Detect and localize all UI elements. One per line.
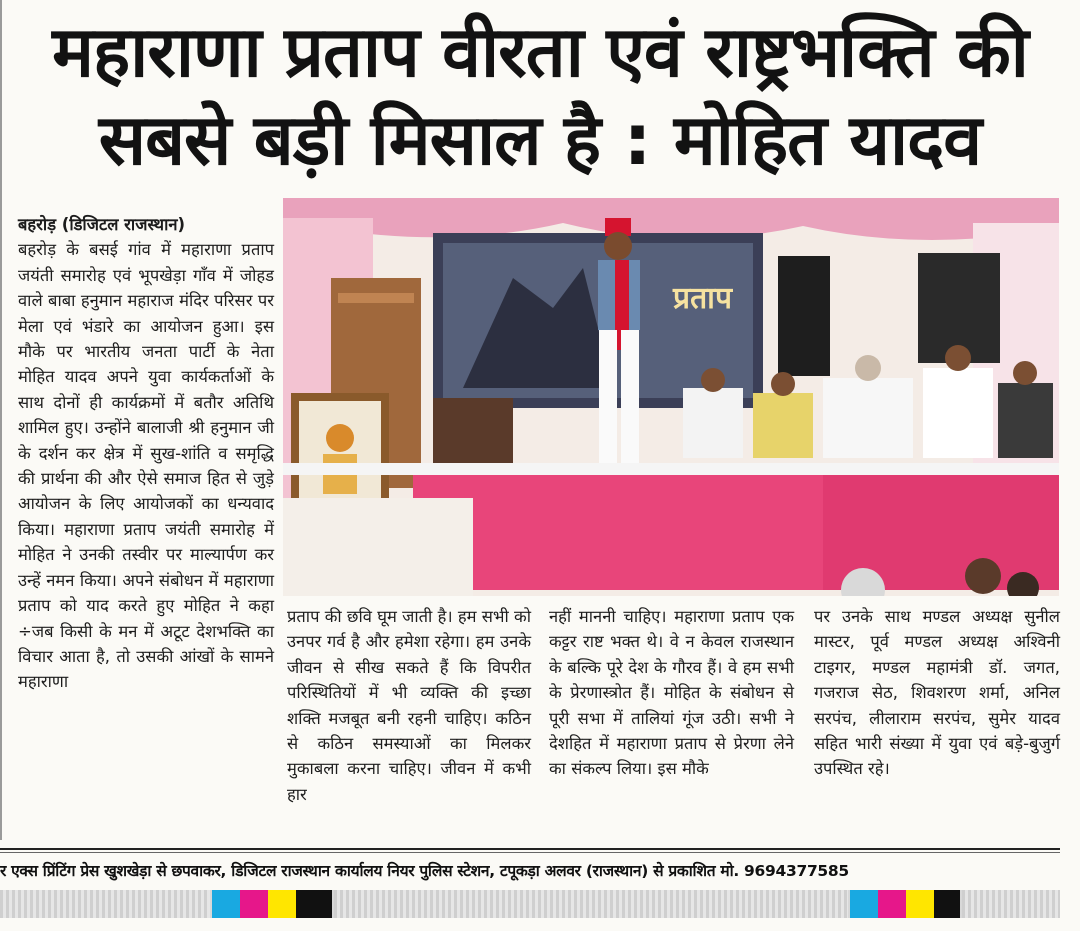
headline-line-2: सबसे बड़ी मिसाल है : मोहित यादव [98, 99, 982, 181]
article-column-2: प्रताप की छवि घूम जाती है। हम सभी को उनपर गर्व है और हमेशा रहेगा। हम उनके जीवन से सीख सकते हैं कि विपरीत परिस्थितियों में भी व्यक्ति की इच्छा शक्ति मजबूत बनी रहनी चाहिए। कठिन से कठिन समस्याओं का मिलकर मुकाबला करना चाहिए। जीवन में कभी हार [287, 607, 531, 804]
cyan-swatch [212, 890, 240, 918]
headline [14, 8, 1066, 184]
article-column-4: पर उनके साथ मण्डल अध्यक्ष सुनील मास्टर, पूर्व मण्डल अध्यक्ष अश्विनी टाइगर, मण्डल महामंत्री डॉ. जगत, गजराज सेठ, शिवशरण शर्मा, अनिल सरपंच, लीलाराम सरपंच, सुमेर यादव सहित भारी संख्या में युवा एवं बड़े-बुजुर्ग उपस्थित रहे। [814, 607, 1060, 779]
print-color-bar [0, 890, 1060, 918]
footer-divider-thin [0, 852, 1060, 853]
banner-text: प्रताप [673, 281, 732, 316]
black-swatch [296, 890, 332, 918]
event-photo [283, 198, 1059, 596]
footer-divider [0, 848, 1060, 850]
print-imprint-line: र एक्स प्रिंटिंग प्रेस खुशखेड़ा से छपवाकर, डिजिटल राजस्थान कार्यालय नियर पुलिस स्टेशन, टपूकड़ा अलवर (राजस्थान) से प्रकाशित मो. 9694377585 [0, 862, 849, 880]
gray-registration-strip-end [962, 890, 1060, 918]
cyan-swatch-2 [850, 890, 878, 918]
magenta-swatch [240, 890, 268, 918]
gray-registration-strip [0, 890, 210, 918]
article-col1-text: बहरोड़ के बसई गांव में महाराणा प्रताप जयंती समारोह एवं भूपखेड़ा गाँव में जोहड वाले बाबा हनुमान महाराज मंदिर परिसर पर मेला एवं भंडारे का आयोजन हुआ। इस मौके पर भारतीय जनता पार्टी के नेता मोहित यादव अपने युवा कार्यकर्ताओं के साथ दोनों ही कार्यक्रमों में बतौर अतिथि शामिल हुए। उन्होंने बालाजी श्री हनुमान जी के दर्शन कर क्षेत्र में सुख-शांति व समृद्धि की प्रार्थना की और ऐसे समाज हित से जुड़े आयोजन के लिए आयोजकों का धन्यवाद किया। महाराणा प्रताप जयंती समारोह में मोहित ने उनकी तस्वीर पर माल्यार्पण कर उन्हें नमन किया। अपने संबोधन में महाराणा प्रताप को याद करते हुए मोहित ने कहा ÷जब किसी के मन में अटूट देशभक्ति का विचार आता है, तो उसकी आंखों के सामने महाराणा [18, 240, 274, 692]
gray-registration-strip-mid [334, 890, 848, 918]
black-swatch-2 [934, 890, 960, 918]
event-photo-illustration [283, 198, 1059, 596]
dateline: बहरोड़ (डिजिटल राजस्थान) [18, 215, 186, 234]
article-column-1 [18, 212, 274, 695]
magenta-swatch-2 [878, 890, 906, 918]
left-column-rule [0, 0, 2, 840]
article-column-3: नहीं माननी चाहिए। महाराणा प्रताप एक कट्टर राष्ट भक्त थे। वे न केवल राजस्थान के बल्कि पूरे देश के गौरव हैं। वे हम सभी के प्रेरणास्त्रोत हैं। मोहित के संबोधन से पूरी सभा में तालियां गूंज उठी। सभी ने देशहित में महाराणा प्रताप से प्रेरणा लेने का संकल्प लिया। इस मौके [549, 607, 794, 779]
yellow-swatch [268, 890, 296, 918]
headline-line-1: महाराणा प्रताप वीरता एवं राष्ट्रभक्ति की [52, 11, 1028, 93]
yellow-swatch-2 [906, 890, 934, 918]
